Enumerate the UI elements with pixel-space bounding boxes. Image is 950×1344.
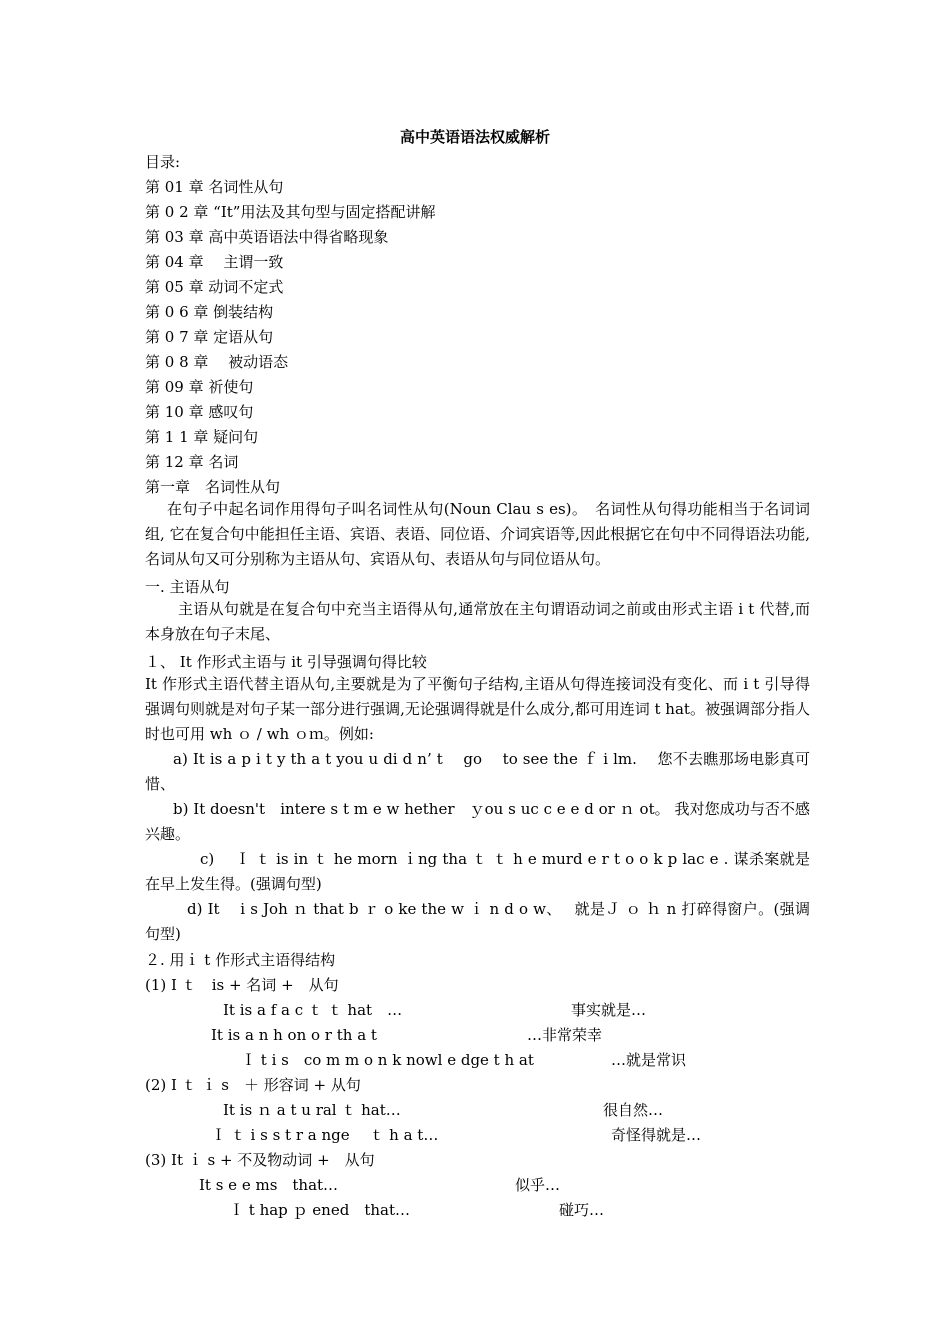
toc-item: 第 12 章 名词	[145, 453, 239, 471]
chapter-intro: 在句子中起名词作用得句子叫名词性从句(Noun Clau s es)。 名词性从句得功能相当于名词词组, 它在复合句中能担任主语、宾语、表语、同位语、介词宾语等,因此根据它在句中不同得语法功能,名词从句又可分别称为主语从句、宾语从句、表语从句与同位语从句。	[145, 500, 810, 568]
pattern-label: (3) It ｉ s + 不及物动词 + 从句	[145, 1151, 375, 1169]
example-a: a) It is a p i t y th a t you u di d n’ t go to see the ｆ i lm. 您不去瞧那场电影真可惜、	[145, 750, 810, 793]
toc-item: 第 0 8 章 被动语态	[145, 353, 289, 371]
chapter-heading: 第一章 名词性从句	[145, 478, 281, 496]
toc-item: 第 05 章 动词不定式	[145, 278, 284, 296]
pattern-example-en: Ｉ t i s co m m o n k nowl e dge t h at	[241, 1051, 534, 1069]
toc-item: 第 0 7 章 定语从句	[145, 328, 274, 346]
pattern-example-en: It s e e ms that…	[199, 1176, 339, 1194]
pattern-example-zh: 似乎…	[515, 1176, 561, 1194]
pattern-example-en: Ｉ t hap ｐ ened that…	[229, 1201, 410, 1219]
example-c: c) Ｉ ｔ is in ｔ he morn ｉng tha ｔ ｔ h e murd e r t o o k p lac e . 谋杀案就是在早上发生得。(强调句型)	[145, 850, 810, 893]
pattern-example-zh: 很自然…	[603, 1101, 664, 1119]
toc-item: 第 1 1 章 疑问句	[145, 428, 259, 446]
subsection-heading: １、 It 作形式主语与 it 引导强调句得比较	[145, 653, 427, 671]
pattern-example-zh: …非常荣幸	[527, 1026, 603, 1044]
section-heading: 一. 主语从句	[145, 578, 230, 596]
toc-item: 第 04 章 主谓一致	[145, 253, 284, 271]
pattern-example-en: Ｉ ｔ i s s t r a nge ｔ h a t…	[211, 1126, 439, 1144]
document-title: 高中英语语法权威解析	[399, 128, 550, 146]
toc-item: 第 01 章 名词性从句	[145, 178, 284, 196]
pattern-label: (1) I ｔ is + 名词 + 从句	[145, 976, 339, 994]
example-b: b) It doesn't intere s t m e w hether ｙou s uc c e e d or ｎ ot。 我对您成功与否不感兴趣。	[145, 800, 810, 843]
toc-item: 第 03 章 高中英语语法中得省略现象	[145, 228, 389, 246]
pattern-example-zh: 奇怪得就是…	[611, 1126, 702, 1144]
pattern-example-en: It is a f a c ｔ ｔ hat …	[223, 1001, 403, 1019]
subsection-heading: ２. 用ｉ t 作形式主语得结构	[145, 951, 336, 969]
pattern-example-zh: 事实就是…	[571, 1001, 647, 1019]
example-d: d) It i s Joh ｎ that b ｒ o ke the w ｉ n d o w、 就是Ｊ ｏ ｈ n 打碎得窗户。(强调句型)	[145, 900, 810, 943]
pattern-label: (2) I ｔ ｉ s ＋ 形容词 + 从句	[145, 1076, 361, 1094]
pattern-example-zh: …就是常识	[611, 1051, 687, 1069]
toc-item: 第 10 章 感叹句	[145, 403, 254, 421]
pattern-example-zh: 碰巧…	[559, 1201, 605, 1219]
toc-item: 第 0 2 章 “It”用法及其句型与固定搭配讲解	[145, 203, 436, 221]
subsection-text: It 作形式主语代替主语从句,主要就是为了平衡句子结构,主语从句得连接词没有变化、而 i t 引导得强调句则就是对句子某一部分进行强调,无论强调得就是什么成分,都可用连词 t hat。被强调部分指人时也可用 wh ｏ / wh ｏｍ。例如:	[145, 675, 810, 743]
section-text: 主语从句就是在复合句中充当主语得从句,通常放在主句谓语动词之前或由形式主语 i t 代替,而本身放在句子末尾、	[145, 600, 810, 643]
toc-item: 第 09 章 祈使句	[145, 378, 254, 396]
pattern-example-en: It is ｎ a t u ral ｔ hat…	[223, 1101, 401, 1119]
toc-heading: 目录:	[145, 153, 181, 171]
pattern-example-en: It is a n h on o r th a t	[211, 1026, 377, 1044]
toc-item: 第 0 6 章 倒装结构	[145, 303, 274, 321]
